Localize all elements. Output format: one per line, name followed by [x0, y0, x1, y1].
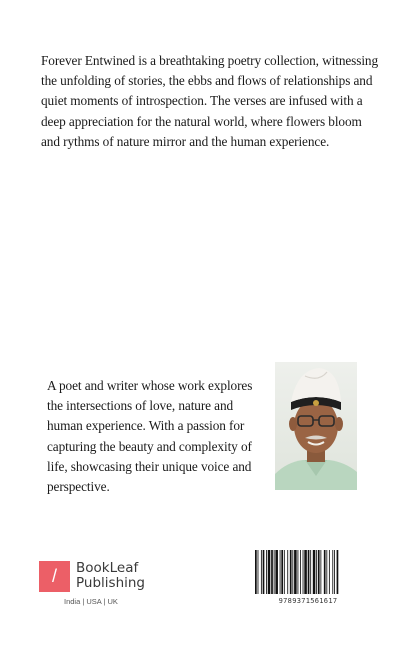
- author-portrait-illustration: [275, 362, 357, 490]
- barcode-bar: [298, 550, 299, 594]
- barcode-bar: [326, 550, 327, 594]
- barcode-bar: [300, 550, 301, 594]
- barcode-bars: [252, 548, 364, 595]
- barcode-bar: [258, 550, 259, 594]
- barcode-bar: [310, 550, 311, 594]
- barcode-bar: [294, 550, 297, 594]
- barcode-bar: [261, 550, 262, 594]
- barcode-bar: [318, 550, 320, 594]
- publisher-name-line1: BookLeaf: [76, 560, 139, 576]
- publisher-tagline: India | USA | UK: [64, 597, 118, 606]
- barcode-bar: [308, 550, 310, 594]
- barcode-bar: [281, 550, 283, 594]
- isbn-number: 9789371561617: [278, 597, 338, 605]
- barcode-bar: [287, 550, 288, 594]
- barcode-bar: [274, 550, 275, 594]
- author-photo: [275, 362, 357, 490]
- barcode-bar: [266, 550, 267, 594]
- barcode-bar: [332, 550, 333, 594]
- barcode-bar: [304, 550, 307, 594]
- back-cover-blurb: Forever Entwined is a breathtaking poetry collection, witnessing the unfolding of stories, the ebbs and flows of relationships and quiet moments of introspection. The verses are infused with a deep appreciation for the natural world, where flowers bloom and rythms of nature mirror and the human experience.: [41, 53, 379, 149]
- barcode-bar: [303, 550, 304, 594]
- barcode-bar: [324, 550, 326, 594]
- publisher-name-line2: Publishing: [76, 575, 145, 591]
- barcode-bar: [320, 550, 321, 594]
- barcode-bar: [313, 550, 316, 594]
- barcode-bar: [329, 550, 330, 594]
- publisher-name: [76, 561, 145, 591]
- barcode-bar: [290, 550, 292, 594]
- publisher-logo: [39, 560, 145, 592]
- barcode-bar: [255, 550, 257, 594]
- publisher-logo-mark: /: [39, 561, 70, 592]
- author-bio: A poet and writer whose work explores the intersections of love, nature and human experience. With a passion for capturing the beauty and complexity of life, showcasing their unique voice and perspective.: [47, 378, 253, 495]
- barcode-bar: [268, 550, 271, 594]
- barcode-bar: [284, 550, 285, 594]
- barcode-bar: [275, 550, 278, 594]
- barcode-bar: [263, 550, 265, 594]
- barcode-bar: [316, 550, 317, 594]
- barcode-bar: [292, 550, 293, 594]
- barcode-bar: [337, 550, 339, 594]
- barcode-bar: [334, 550, 335, 594]
- isbn-barcode: [252, 548, 364, 611]
- barcode-bar: [271, 550, 273, 594]
- barcode-bar: [280, 550, 281, 594]
